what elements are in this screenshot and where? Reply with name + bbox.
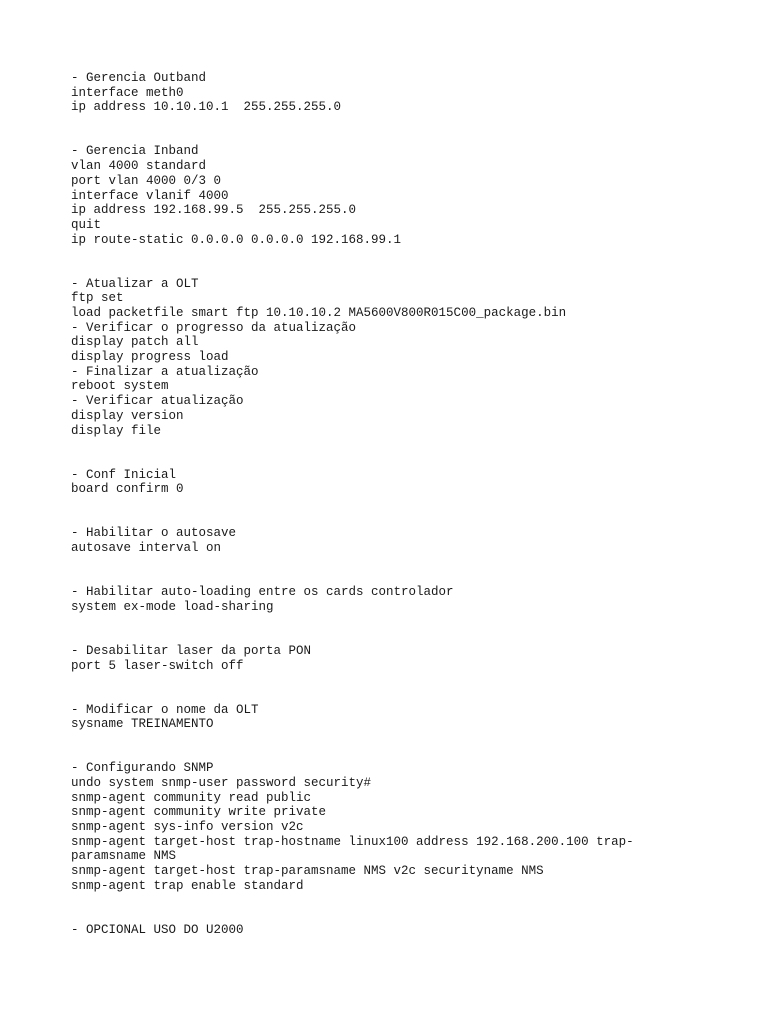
- command-line: quit: [71, 217, 102, 232]
- config-section: [71, 277, 751, 439]
- section-heading: - Modificar o nome da OLT: [71, 702, 259, 717]
- config-section: [71, 923, 751, 938]
- section-heading: - OPCIONAL USO DO U2000: [71, 922, 244, 937]
- command-line: interface meth0: [71, 85, 184, 100]
- blank-line: [71, 629, 751, 644]
- command-line: snmp-agent target-host trap-hostname linux100 address 192.168.200.100 trap-: [71, 834, 634, 849]
- command-line: snmp-agent community write private: [71, 805, 327, 820]
- command-line: ip route-static 0.0.0.0 0.0.0.0 192.168.99.1: [71, 232, 402, 247]
- config-section: [71, 761, 751, 893]
- blank-line: [71, 556, 751, 571]
- command-line: system ex-mode load-sharing: [71, 599, 274, 614]
- command-line: display patch all: [71, 335, 199, 350]
- command-line: ip address 10.10.10.1 255.255.255.0: [71, 100, 342, 115]
- command-line: ip address 192.168.99.5 255.255.255.0: [71, 203, 357, 218]
- config-section: [71, 526, 751, 555]
- blank-line: [71, 512, 751, 527]
- section-heading: - Conf Inicial: [71, 467, 177, 482]
- blank-line: [71, 497, 751, 512]
- command-line: load packetfile smart ftp 10.10.10.2 MA5600V800R015C00_package.bin: [71, 306, 567, 320]
- command-line: port 5 laser-switch off: [71, 658, 244, 673]
- command-line: snmp-agent trap enable standard: [71, 878, 304, 893]
- config-section: [71, 144, 751, 247]
- command-line: ftp set: [71, 291, 124, 306]
- command-line: - Verificar o progresso da atualização: [71, 320, 357, 335]
- blank-line: [71, 115, 751, 130]
- blank-line: [71, 247, 751, 262]
- command-line: snmp-agent target-host trap-paramsname NMS v2c securityname NMS: [71, 864, 544, 879]
- config-section: [71, 468, 751, 497]
- section-heading: - Atualizar a OLT: [71, 276, 199, 291]
- blank-line: [71, 732, 751, 747]
- command-line: - Finalizar a atualização: [71, 364, 259, 379]
- section-heading: - Configurando SNMP: [71, 761, 214, 776]
- command-line: snmp-agent sys-info version v2c: [71, 820, 304, 835]
- blank-line: [71, 894, 751, 909]
- config-section: [71, 585, 751, 614]
- command-line: display progress load: [71, 350, 229, 365]
- command-line: snmp-agent community read public: [71, 790, 312, 805]
- blank-line: [71, 438, 751, 453]
- command-line: vlan 4000 standard: [71, 159, 207, 174]
- blank-line: [71, 570, 751, 585]
- blank-line: [71, 614, 751, 629]
- blank-line: [71, 747, 751, 762]
- command-line: undo system snmp-user password security#: [71, 776, 372, 790]
- config-section: [71, 71, 751, 115]
- command-line: autosave interval on: [71, 541, 222, 555]
- section-heading: - Habilitar auto-loading entre os cards controlador: [71, 585, 454, 600]
- config-section: [71, 644, 751, 673]
- section-heading: - Desabilitar laser da porta PON: [71, 643, 312, 658]
- command-line: reboot system: [71, 379, 169, 394]
- command-line: - Verificar atualização: [71, 394, 244, 409]
- command-line: board confirm 0: [71, 482, 184, 497]
- blank-line: [71, 453, 751, 468]
- blank-line: [71, 688, 751, 703]
- command-line: interface vlanif 4000: [71, 188, 229, 203]
- command-line: port vlan 4000 0/3 0: [71, 173, 222, 188]
- blank-line: [71, 908, 751, 923]
- document-body: [71, 71, 751, 938]
- section-heading: - Gerencia Inband: [71, 144, 199, 159]
- blank-line: [71, 673, 751, 688]
- blank-line: [71, 130, 751, 145]
- config-section: [71, 703, 751, 732]
- section-heading: - Habilitar o autosave: [71, 526, 237, 541]
- blank-line: [71, 262, 751, 277]
- command-line: sysname TREINAMENTO: [71, 717, 214, 732]
- command-line: display version: [71, 408, 184, 423]
- command-line: display file: [71, 423, 162, 438]
- section-heading: - Gerencia Outband: [71, 71, 207, 85]
- command-line: paramsname NMS: [71, 849, 177, 864]
